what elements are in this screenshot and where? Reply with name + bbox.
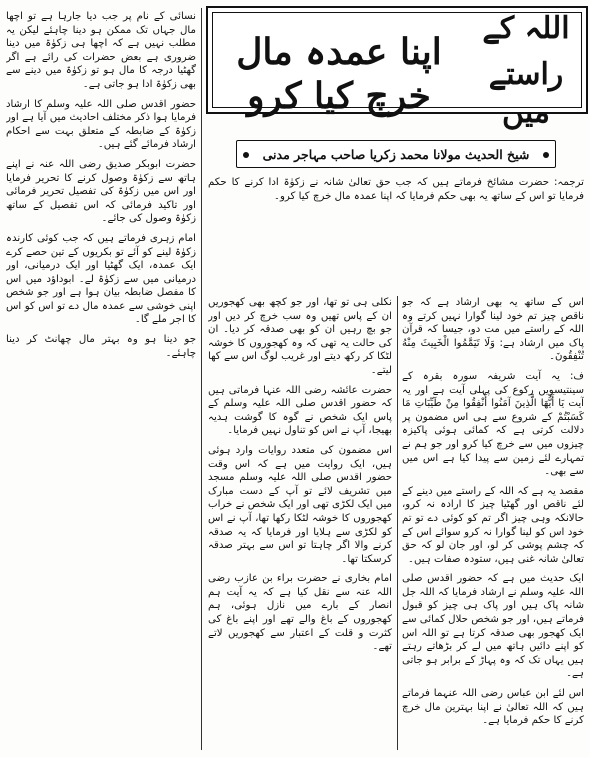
headline-line2: راستے میں (488, 57, 564, 130)
middle-paragraph: اس مضمون کی متعدد روایات وارد ہوئی ہیں، ایک روایت میں ہے کہ اس وقت حضور اقدس صلی اللہ علیہ وسلم مسجد میں تشریف لائے تو آپ کے دست مبارک میں ایک لکڑی تھی اور ایک شخص نے خراب کھجوروں کا خوشہ لٹکا رکھا تھا، آپ نے اس کو لکڑی سے ہلایا اور فرمایا کہ یہ صدقہ کرنے والا اگر چاہتا تو اس سے بہتر صدقہ کرسکتا تھا۔ (208, 444, 392, 565)
right-paragraph: اس کے ساتھ یہ بھی ارشاد ہے کہ جو ناقص چیز تم خود لینا گوارا نہیں کرتے وہ اللہ کے راستے میں مت دو، جیسا کہ قرآن پاک میں ارشاد ہے: وَلَا تَيَمَّمُوا الْخَبِيثَ مِنْهُ تُنْفِقُونَ۔ (402, 297, 584, 363)
middle-paragraph: حضرت عائشہ رضی اللہ عنہا فرماتی ہیں کہ حضور اقدس صلی اللہ علیہ وسلم کے پاس ایک شخص نے گوہ کا گوشت ہدیہ بھیجا، آپ نے اس کو تناول نہیں فرمایا۔ (208, 384, 392, 437)
author-byline: شیخ الحدیث مولانا محمد زکریا صاحب مہاجر مدنی (236, 140, 556, 168)
right-paragraph: ایک حدیث میں ہے کہ حضور اقدس صلی اللہ علیہ وسلم نے ارشاد فرمایا کہ اللہ جل شانہ پاک ہیں اور پاک ہی چیز کو قبول فرماتے ہیں، اور جو شخص حلال کمائی سے ایک کھجور بھی صدقہ کرتا ہے تو اللہ اس کو اپنے دائیں ہاتھ میں لے کر بڑھاتے رہتے ہیں یہاں تک کہ وہ پہاڑ کے برابر ہو جاتی ہے۔ (402, 573, 584, 680)
right-column (402, 296, 584, 750)
left-paragraph: امام زہری فرماتے ہیں کہ جب کوئی کارندہ زکوٰۃ لینے کو آئے تو بکریوں کے تین حصے کرے ایک عمدہ، ایک گھٹیا اور ایک درمیانی، اور درمیانی میں سے زکوٰۃ لے۔ ابوداؤد میں اس کا مفصل ضابطہ بیان ہوا ہے اور جو شخص اپنی خوشی سے عمدہ مال دے تو اس کو اس کا اجر ملے گا۔ (6, 232, 196, 326)
middle-paragraph: نکلی ہی تو تھا، اور جو کچھ بھی کھجوریں ان کے پاس تھیں وہ سب خرچ کر دیں اور جو بچ رہیں ان کو بھی صدقہ کر دیا۔ ان کی حالت یہ تھی کہ وہ کھجوروں کا خوشہ لٹکا کر رکھ دیتے اور غریب لوگ اس سے کھا لیتے۔ (208, 297, 392, 376)
column-divider (201, 8, 202, 750)
left-paragraph: جو دینا ہو وہ بہتر مال چھانٹ کر دینا چاہئے۔ (6, 334, 196, 359)
left-paragraph: حضور اقدس صلی اللہ علیہ وسلم کا ارشاد فرمایا ہوا ذکر مختلف احادیث میں آیا ہے اور زکوٰۃ کے ضابطہ کے متعلق بہت سے احکام ارشاد فرمائے گئے ہیں۔ (6, 98, 196, 151)
middle-paragraph: امام بخاری نے حضرت براء بن عازب رضی اللہ عنہ سے نقل کیا ہے کہ یہ آیت ہم انصار کے بارے میں نازل ہوئی، ہم کھجوروں کے باغ والے تھے اور اپنے باغ کی کثرت و قلت کے اعتبار سے کھجوریں لاتے تھے۔ (208, 573, 392, 653)
right-column-intro (208, 176, 584, 292)
left-paragraph: حضرت ابوبکر صدیق رضی اللہ عنہ نے اپنے ہاتھ سے زکوٰۃ وصول کرنے کا تحریر فرمایا اور اس میں زکوٰۃ کی تفصیل تحریر فرمائی اور تاکید فرمائی کہ اس تفصیل کے ساتھ زکوٰۃ وصول کی جائے۔ (6, 158, 196, 225)
right-paragraph: مقصد یہ ہے کہ اللہ کے راستے میں دینے کے لئے ناقص اور گھٹیا چیز کا ارادہ نہ کرو، حالانکہ وہی چیز اگر تم کو کوئی دے تو تم خود اس کو لینا گوارا نہ کرو سوائے اس کے کہ چشم پوشی کر لو، اور جان لو کہ حق تعالیٰ شانہ غنی ہیں، ستودہ صفات ہیں۔ (402, 485, 584, 565)
headline-box (206, 6, 588, 130)
headline-line1: اللہ کے (482, 11, 570, 46)
left-paragraph: نسائی کے نام پر جب دیا جارہا ہے تو اچھا مال جہاں تک ممکن ہو دینا چاہئے لیکن یہ مطلب نہیں ہے کہ اچھا ہی زکوٰۃ میں دینا ضروری ہے بعض حضرات کی رائے ہے اگر گھٹیا درجہ کا مال ہو تو زکوٰۃ میں دینے سے بھی زکوٰۃ ادا ہو جاتی ہے۔ (6, 11, 196, 90)
intro-paragraph: ترجمہ: حضرت مشائخ فرماتے ہیں کہ جب حق تعالیٰ شانہ نے زکوٰۃ ادا کرنے کا حکم فرمایا تو اس کے ساتھ یہ بھی حکم فرمایا کہ اپنا عمدہ مال خرچ کیا کرو۔ (208, 177, 584, 202)
middle-column (208, 296, 392, 750)
left-column (6, 10, 196, 750)
right-paragraph: اس لئے ابن عباس رضی اللہ عنہما فرماتے ہیں کہ اللہ تعالیٰ نے اپنا بہترین مال خرچ کرنے کا حکم فرمایا ہے۔ (402, 688, 584, 727)
headline-main: اپنا عمدہ مال خرچ کیا کرو (236, 31, 442, 117)
right-paragraph: ف: یہ آیت شریفہ سورہ بقرہ کے سینتیسویں رکوع کی پہلی آیت ہے اور یہ آیت يَا أَيُّهَا الَّذِينَ آمَنُوا أَنْفِقُوا مِنْ طَيِّبَاتِ مَا كَسَبْتُمْ کے شروع سے ہی اس مضمون پر دلالت کرتی ہے کہ کمائی ہوئی پاکیزہ چیزوں میں سے خرچ کیا کرو اور جو ہم نے تمہارے لئے زمین سے پیدا کیا ہے اس میں سے بھی۔ (402, 370, 584, 478)
column-divider (397, 296, 398, 750)
